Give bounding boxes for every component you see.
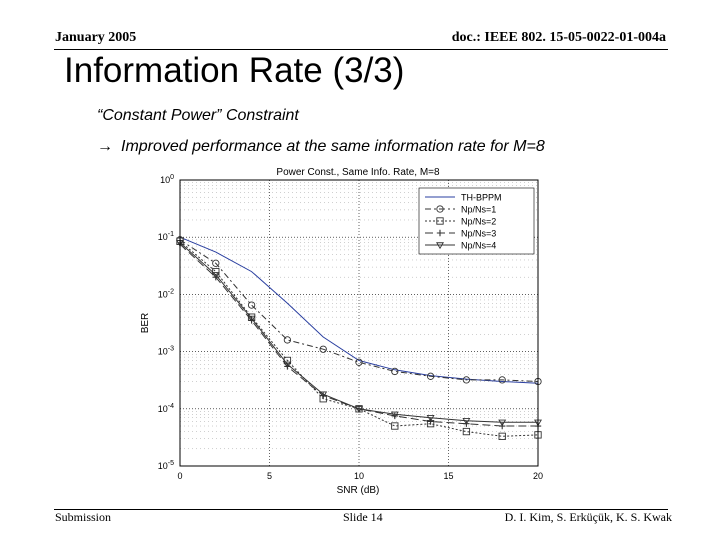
- legend-label: TH-BPPM: [461, 192, 502, 203]
- header-divider: [54, 49, 668, 50]
- arrow-right-icon: →: [97, 138, 113, 155]
- legend-label: Np/Ns=1: [461, 204, 497, 215]
- footer-submission: Submission: [55, 510, 112, 524]
- y-tick-label: $10^0$: [160, 174, 174, 185]
- y-tick-label: $10^{-5}$: [157, 460, 174, 471]
- x-tick-label: 0: [177, 471, 183, 481]
- data-point: [284, 337, 290, 343]
- footer-authors: D. I. Kim, S. Erküçük, K. S. Kwak: [504, 510, 672, 524]
- x-tick-label: 5: [266, 471, 273, 481]
- x-tick-label: 15: [443, 471, 454, 481]
- series-line: [180, 244, 538, 426]
- series-line: [180, 237, 538, 383]
- y-tick-label: $10^{-2}$: [157, 288, 174, 300]
- bullet-improved-performance-text: Improved performance at the same information rate for M=8: [121, 138, 545, 155]
- y-tick-label: $10^{-3}$: [157, 345, 174, 357]
- ber-chart: [132, 160, 562, 500]
- header-doc-id: doc.: IEEE 802. 15-05-0022-01-004a: [451, 30, 666, 45]
- legend-label: Np/Ns=4: [461, 240, 497, 251]
- header-date: January 2005: [55, 30, 137, 45]
- legend-label: Np/Ns=3: [461, 228, 497, 239]
- slide-title: Information Rate (3/3): [64, 51, 405, 90]
- y-axis-label: BER: [140, 312, 151, 334]
- data-point: [248, 302, 254, 308]
- x-tick-label: 10: [353, 471, 365, 481]
- data-point: [499, 420, 505, 425]
- chart-title: Power Const., Same Info. Rate, M=8: [276, 167, 440, 178]
- chart-legend: [419, 188, 534, 254]
- y-tick-label: $10^{-1}$: [157, 231, 174, 243]
- y-tick-label: $10^{-4}$: [157, 402, 174, 414]
- series-line: [180, 240, 538, 423]
- footer-slide-number: Slide 14: [343, 510, 383, 524]
- bullet-improved-performance: [97, 138, 545, 156]
- bullet-constant-power: “Constant Power” Constraint: [97, 107, 299, 124]
- x-axis-label: SNR (dB): [336, 485, 380, 496]
- legend-label: Np/Ns=2: [461, 216, 497, 227]
- x-tick-label: 20: [532, 471, 544, 481]
